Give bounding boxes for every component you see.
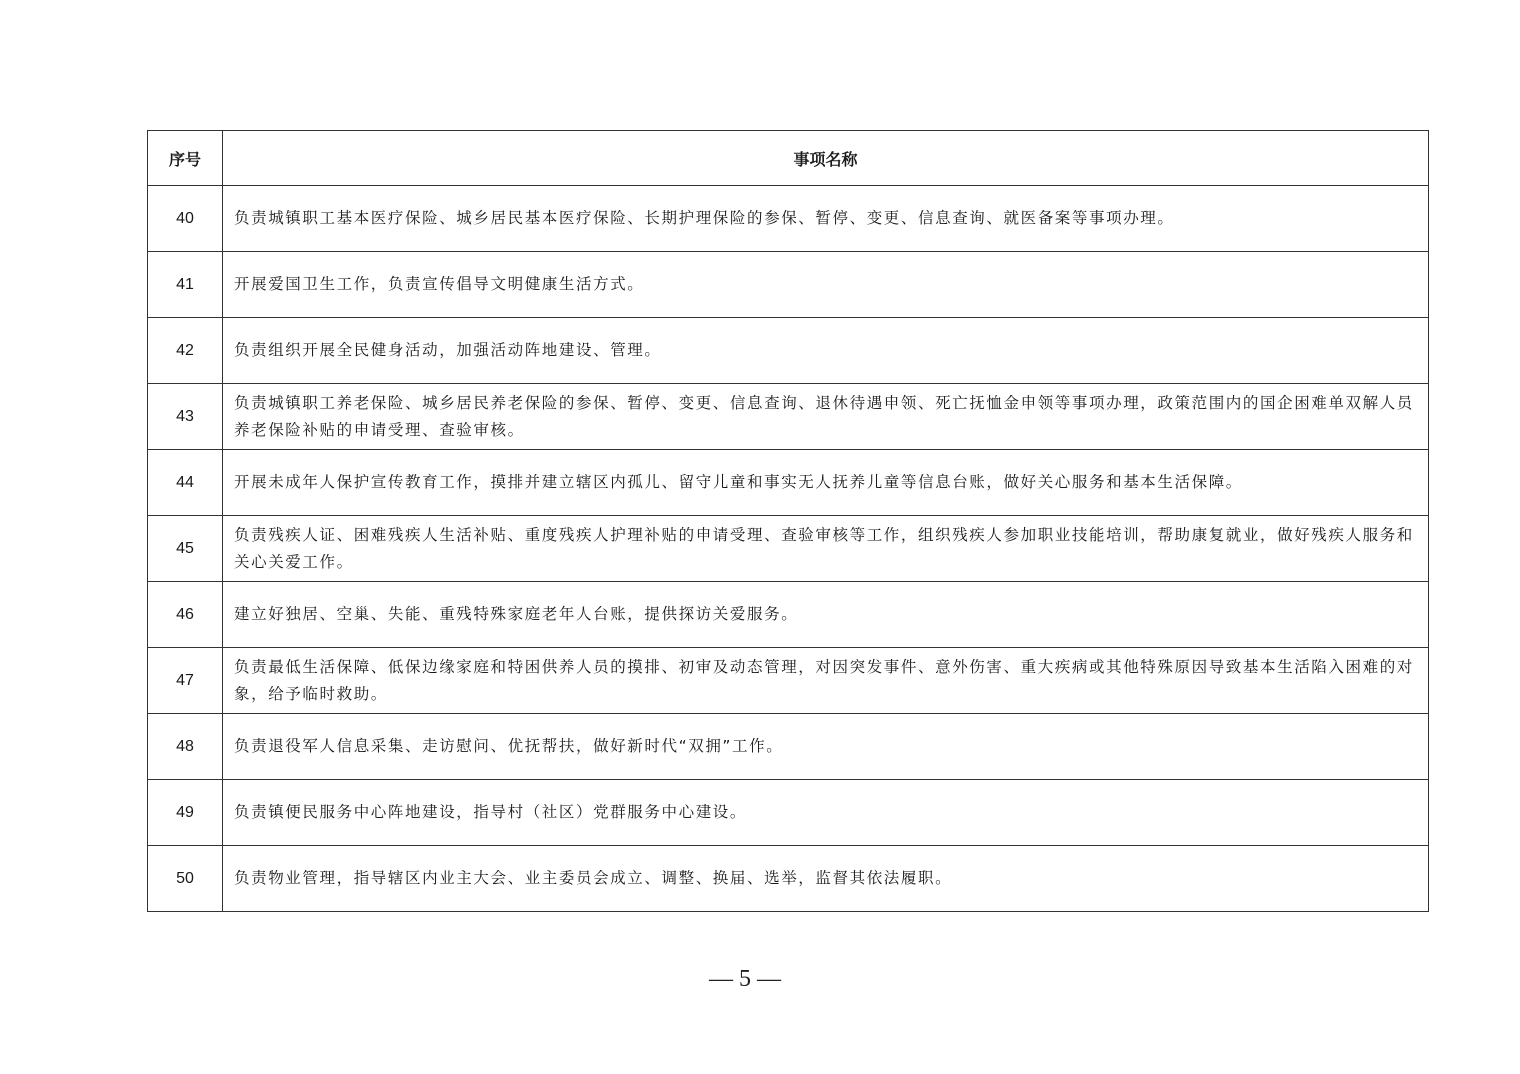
row-text: 负责最低生活保障、低保边缘家庭和特困供养人员的摸排、初审及动态管理，对因突发事件、意外伤害、重大疾病或其他特殊原因导致基本生活陷入困难的对象，给予临时救助。 [223, 648, 1429, 714]
row-number: 49 [148, 780, 223, 846]
items-table [147, 130, 1429, 912]
row-text: 负责城镇职工养老保险、城乡居民养老保险的参保、暂停、变更、信息查询、退休待遇申领、死亡抚恤金申领等事项办理，政策范围内的国企困难单双解人员养老保险补贴的申请受理、查验审核。 [223, 384, 1429, 450]
row-text: 负责镇便民服务中心阵地建设，指导村（社区）党群服务中心建设。 [223, 780, 1429, 846]
table-row [148, 318, 1429, 384]
row-number: 43 [148, 384, 223, 450]
row-text: 建立好独居、空巢、失能、重残特殊家庭老年人台账，提供探访关爱服务。 [223, 582, 1429, 648]
row-number: 46 [148, 582, 223, 648]
row-text: 负责组织开展全民健身活动，加强活动阵地建设、管理。 [223, 318, 1429, 384]
row-text: 开展未成年人保护宣传教育工作，摸排并建立辖区内孤儿、留守儿童和事实无人抚养儿童等信息台账，做好关心服务和基本生活保障。 [223, 450, 1429, 516]
header-number: 序号 [148, 131, 223, 186]
row-number: 50 [148, 846, 223, 912]
row-text: 负责城镇职工基本医疗保险、城乡居民基本医疗保险、长期护理保险的参保、暂停、变更、信息查询、就医备案等事项办理。 [223, 186, 1429, 252]
row-text: 开展爱国卫生工作，负责宣传倡导文明健康生活方式。 [223, 252, 1429, 318]
table-row [148, 450, 1429, 516]
row-number: 47 [148, 648, 223, 714]
table-row [148, 252, 1429, 318]
row-number: 42 [148, 318, 223, 384]
row-number: 45 [148, 516, 223, 582]
table-row [148, 516, 1429, 582]
table-row [148, 186, 1429, 252]
table-row [148, 714, 1429, 780]
row-text: 负责物业管理，指导辖区内业主大会、业主委员会成立、调整、换届、选举，监督其依法履职。 [223, 846, 1429, 912]
table-row [148, 582, 1429, 648]
table-row [148, 846, 1429, 912]
table-row [148, 780, 1429, 846]
row-text: 负责退役军人信息采集、走访慰问、优抚帮扶，做好新时代“双拥”工作。 [223, 714, 1429, 780]
row-number: 48 [148, 714, 223, 780]
row-number: 41 [148, 252, 223, 318]
table-row [148, 648, 1429, 714]
table-header-row [148, 131, 1429, 186]
page-number: — 5 — [709, 966, 781, 992]
table-row [148, 384, 1429, 450]
header-name: 事项名称 [223, 131, 1429, 186]
row-number: 40 [148, 186, 223, 252]
row-text: 负责残疾人证、困难残疾人生活补贴、重度残疾人护理补贴的申请受理、查验审核等工作，组织残疾人参加职业技能培训，帮助康复就业，做好残疾人服务和关心关爱工作。 [223, 516, 1429, 582]
row-number: 44 [148, 450, 223, 516]
